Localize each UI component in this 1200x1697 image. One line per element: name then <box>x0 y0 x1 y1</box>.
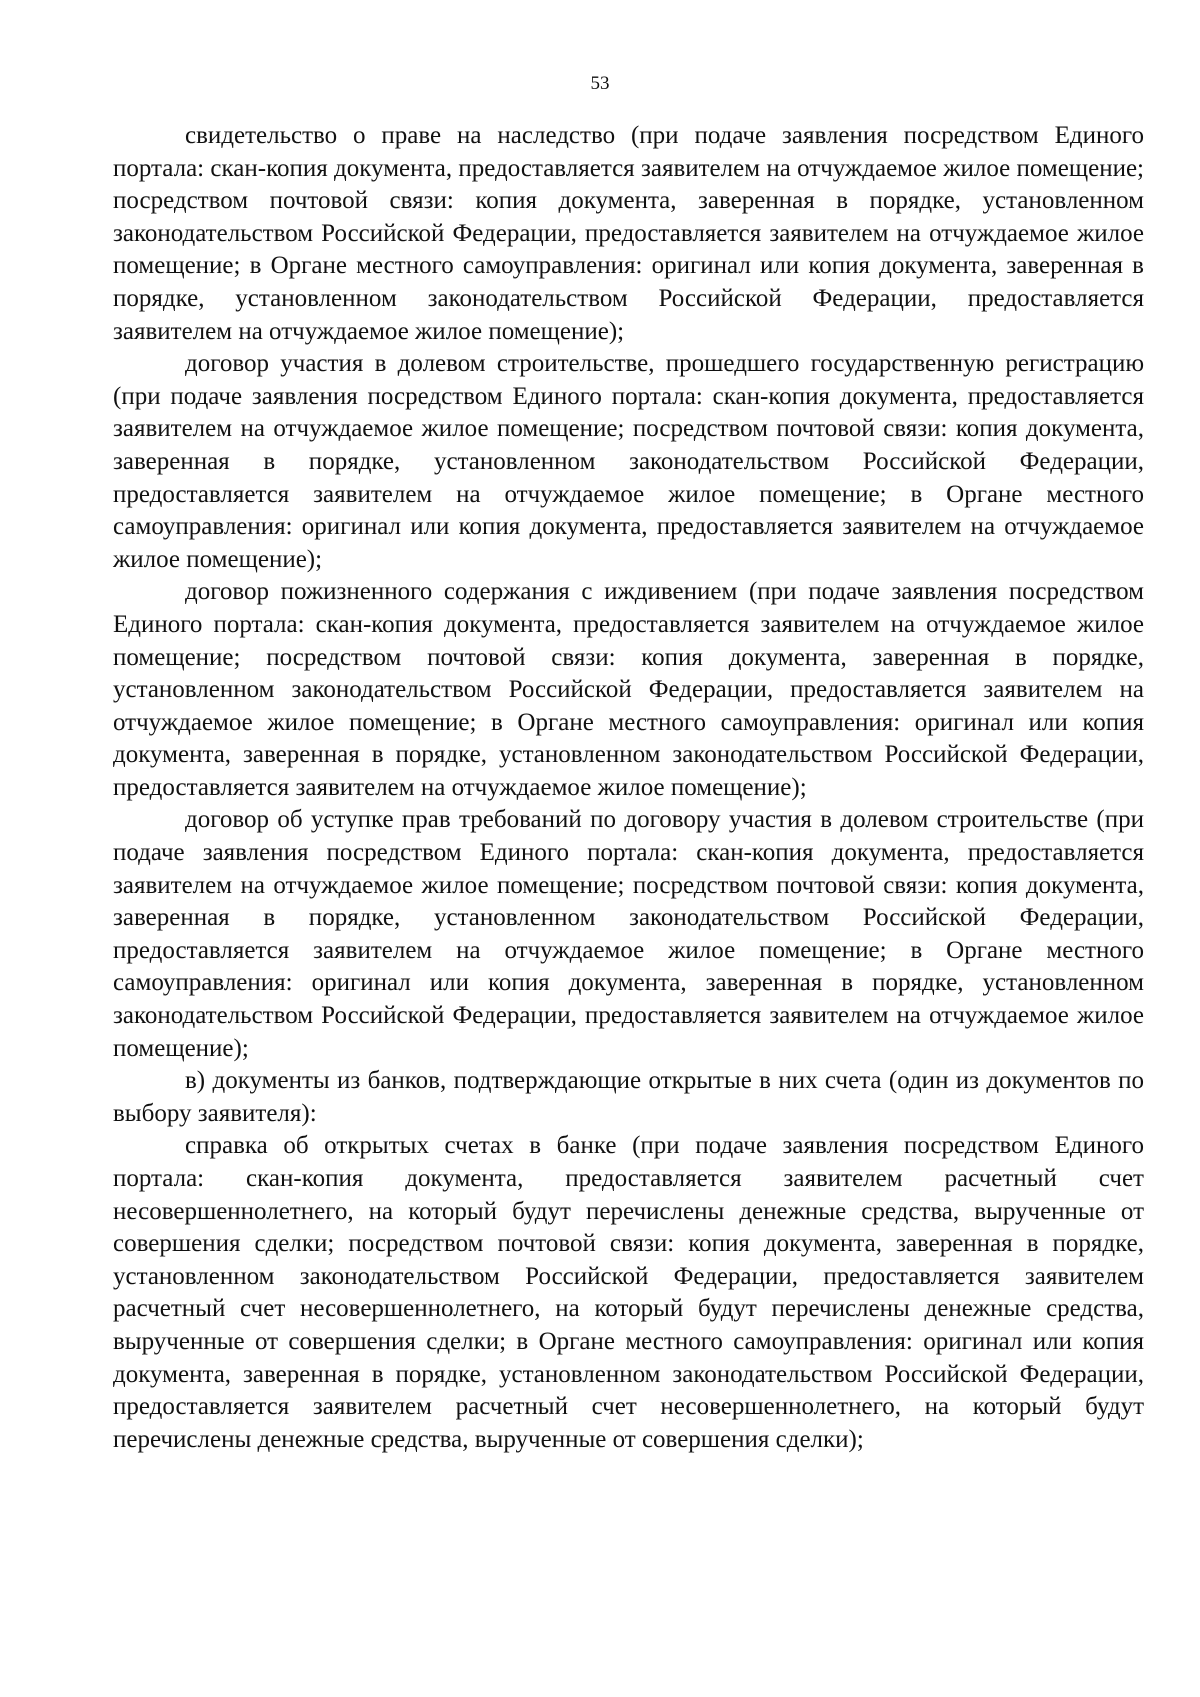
page-number: 53 <box>590 73 610 94</box>
paragraph-bank-documents: в) документы из банков, подтверждающие открытые в них счета (один из документов по выбору заявителя): <box>113 1067 1144 1127</box>
paragraph-assignment-of-claims-contract: договор об уступке прав требований по договору участия в долевом строительстве (при подаче заявления посредством Единого портала: скан-копия документа, предоставляется заявителем на отчуждаемое жилое помещение; посредством почтовой связи: копия документа, заверенная в порядке, установленном законодательством Российской Федерации, предоставляется заявителем на отчуждаемое жилое помещение; в Органе местного самоуправления: оригинал или копия документа, заверенная в порядке, установленном законодательством Российской Федерации, предоставляется заявителем на отчуждаемое жилое помещение); <box>113 806 1144 1062</box>
document-body <box>113 120 1144 1456</box>
paragraph-shared-construction-contract: договор участия в долевом строительстве, прошедшего государственную регистрацию (при подаче заявления посредством Единого портала: скан-копия документа, предоставляется заявителем на отчуждаемое жилое помещение; посредством почтовой связи: копия документа, заверенная в порядке, установленном законодательством Российской Федерации, предоставляется заявителем на отчуждаемое жилое помещение; в Органе местного самоуправления: оригинал или копия документа, предоставляется заявителем на отчуждаемое жилое помещение); <box>113 350 1144 573</box>
paragraph-inheritance-certificate: свидетельство о праве на наследство (при подаче заявления посредством Единого портала: скан-копия документа, предоставляется заявителем на отчуждаемое жилое помещение; посредством почтовой связи: копия документа, заверенная в порядке, установленном законодательством Российской Федерации, предоставляется заявителем на отчуждаемое жилое помещение; в Органе местного самоуправления: оригинал или копия документа, заверенная в порядке, установленном законодательством Российской Федерации, предоставляется заявителем на отчуждаемое жилое помещение); <box>113 122 1144 345</box>
paragraph-bank-account-certificate: справка об открытых счетах в банке (при подаче заявления посредством Единого портала: скан-копия документа, предоставляется заявителем расчетный счет несовершеннолетнего, на который будут перечислены денежные средства, вырученные от совершения сделки; посредством почтовой связи: копия документа, заверенная в порядке, установленном законодательством Российской Федерации, предоставляется заявителем расчетный счет несовершеннолетнего, на который будут перечислены денежные средства, вырученные от совершения сделки; в Органе местного самоуправления: оригинал или копия документа, заверенная в порядке, установленном законодательством Российской Федерации, предоставляется заявителем расчетный счет несовершеннолетнего, на который будут перечислены денежные средства, вырученные от совершения сделки); <box>113 1132 1144 1453</box>
paragraph-lifetime-maintenance-contract: договор пожизненного содержания с иждивением (при подаче заявления посредством Единого портала: скан-копия документа, предоставляется заявителем на отчуждаемое жилое помещение; посредством почтовой связи: копия документа, заверенная в порядке, установленном законодательством Российской Федерации, предоставляется заявителем на отчуждаемое жилое помещение; в Органе местного самоуправления: оригинал или копия документа, заверенная в порядке, установленном законодательством Российской Федерации, предоставляется заявителем на отчуждаемое жилое помещение); <box>113 578 1144 801</box>
